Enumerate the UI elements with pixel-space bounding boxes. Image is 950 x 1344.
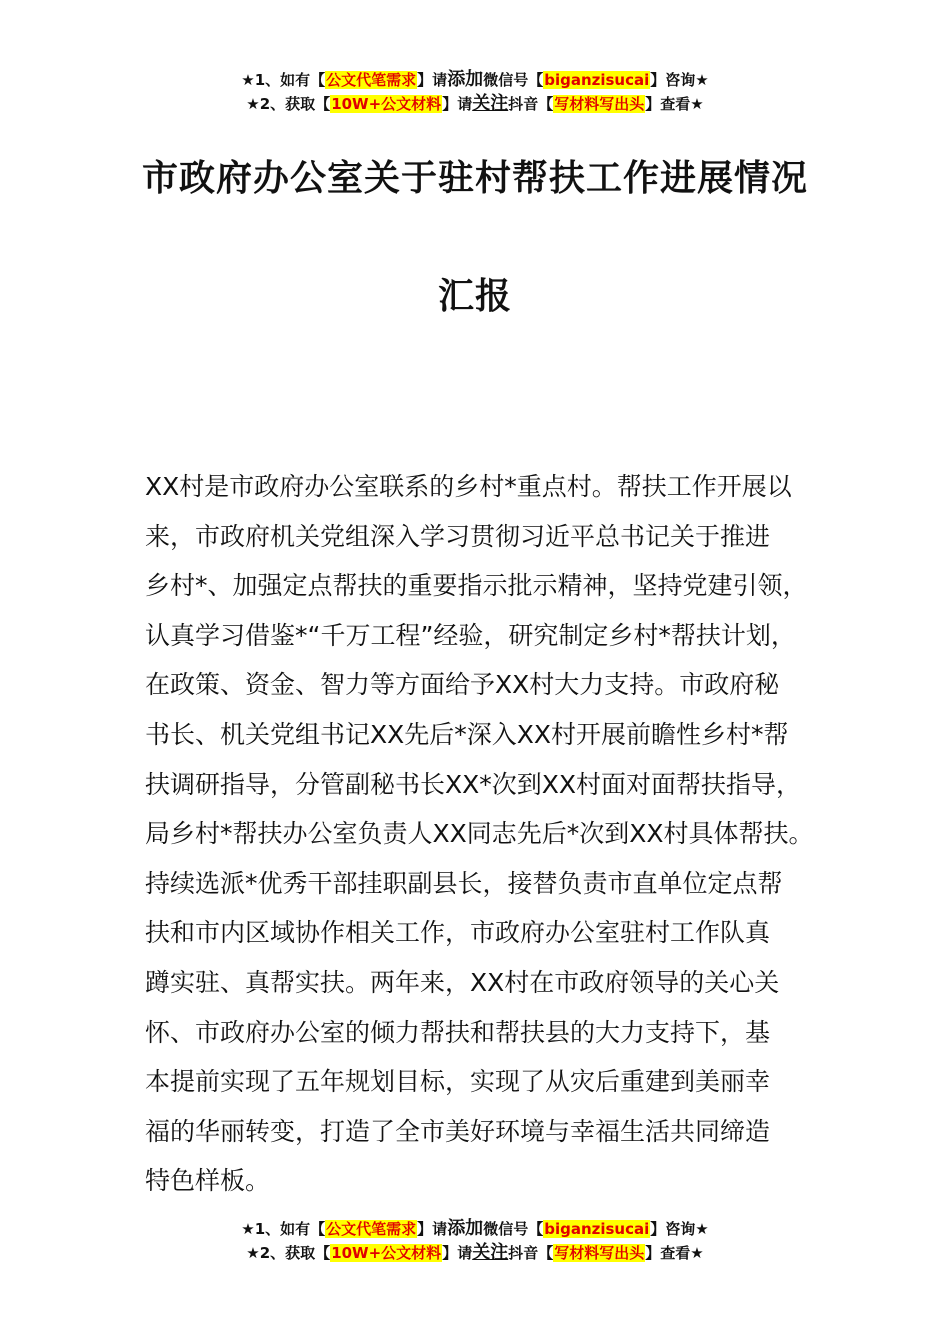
highlight-tag: 10W+公文材料 [331, 1244, 442, 1262]
promo-emphasis: 添加 [447, 69, 484, 90]
promo-text: 微信号【 [483, 71, 544, 89]
promo-banner-top [0, 68, 950, 116]
promo-line-1 [0, 68, 950, 92]
promo-text: 】查看★ [645, 95, 704, 113]
promo-text: ★1、如有【 [241, 1220, 326, 1238]
document-title-continued: 汇报 [437, 276, 512, 317]
paragraph-line: 本提前实现了五年规划目标，实现了从灾后重建到美丽幸 [145, 1067, 771, 1097]
paragraph-line: 书长、机关党组书记XX先后*深入XX村开展前瞻性乡村*帮 [145, 719, 789, 749]
promo-text: 】请 [417, 71, 448, 89]
promo-text: ★2、获取【 [246, 95, 331, 113]
promo-text: 】请 [417, 1220, 448, 1238]
body-paragraph [145, 462, 835, 1206]
douyin-id-tag: 写材料写出头 [554, 1244, 645, 1262]
highlight-tag: 公文代笔需求 [326, 1220, 417, 1238]
wechat-id-tag: biganzisucai [544, 1220, 650, 1238]
paragraph-line: 乡村*、加强定点帮扶的重要指示批示精神，坚持党建引领， [145, 571, 808, 601]
paragraph-line: 来，市政府机关党组深入学习贯彻习近平总书记关于推进 [145, 521, 771, 551]
promo-text: ★2、获取【 [246, 1244, 331, 1262]
promo-line-1 [0, 1217, 950, 1241]
paragraph-line: 在政策、资金、智力等方面给予XX村大力支持。市政府秘 [145, 670, 780, 700]
paragraph-line: XX村是市政府办公室联系的乡村*重点村。帮扶工作开展以 [145, 472, 792, 501]
promo-banner-bottom [0, 1217, 950, 1265]
promo-text: 抖音【 [508, 95, 554, 113]
paragraph-line: 福的华丽转变，打造了全市美好环境与幸福生活共同缔造 [145, 1116, 771, 1146]
promo-text: 】请 [442, 1244, 473, 1262]
highlight-tag: 公文代笔需求 [326, 71, 417, 89]
document-title: 市政府办公室关于驻村帮扶工作进展情况 [141, 158, 808, 199]
paragraph-line: 扶调研指导，分管副秘书长XX*次到XX村面对面帮扶指导， [145, 769, 802, 799]
paragraph-line: 扶和市内区域协作相关工作，市政府办公室驻村工作队真 [145, 918, 771, 948]
paragraph-line: 局乡村*帮扶办公室负责人XX同志先后*次到XX村具体帮扶。 [145, 819, 814, 849]
promo-text: ★1、如有【 [241, 71, 326, 89]
wechat-id-tag: biganzisucai [544, 71, 650, 89]
promo-text: 微信号【 [483, 1220, 544, 1238]
promo-text: 抖音【 [508, 1244, 554, 1262]
promo-emphasis: 添加 [447, 1218, 484, 1239]
promo-text: 】咨询★ [650, 71, 709, 89]
promo-text: 】咨询★ [650, 1220, 709, 1238]
promo-text: 】请 [442, 95, 473, 113]
promo-line-2 [0, 92, 950, 116]
douyin-id-tag: 写材料写出头 [554, 95, 645, 113]
paragraph-line: 怀、市政府办公室的倾力帮扶和帮扶县的大力支持下，基 [145, 1017, 771, 1047]
promo-line-2 [0, 1241, 950, 1265]
promo-emphasis: 关注 [472, 1242, 509, 1263]
highlight-tag: 10W+公文材料 [331, 95, 442, 113]
paragraph-line: 蹲实驻、真帮实扶。两年来，XX村在市政府领导的关心关 [145, 967, 780, 997]
promo-emphasis: 关注 [472, 93, 509, 114]
paragraph-line: 特色样板。 [145, 1166, 271, 1196]
promo-text: 】查看★ [645, 1244, 704, 1262]
paragraph-line: 认真学习借鉴*“千万工程”经验，研究制定乡村*帮扶计划， [145, 620, 796, 650]
paragraph-line: 持续选派*优秀干部挂职副县长，接替负责市直单位定点帮 [145, 868, 783, 898]
